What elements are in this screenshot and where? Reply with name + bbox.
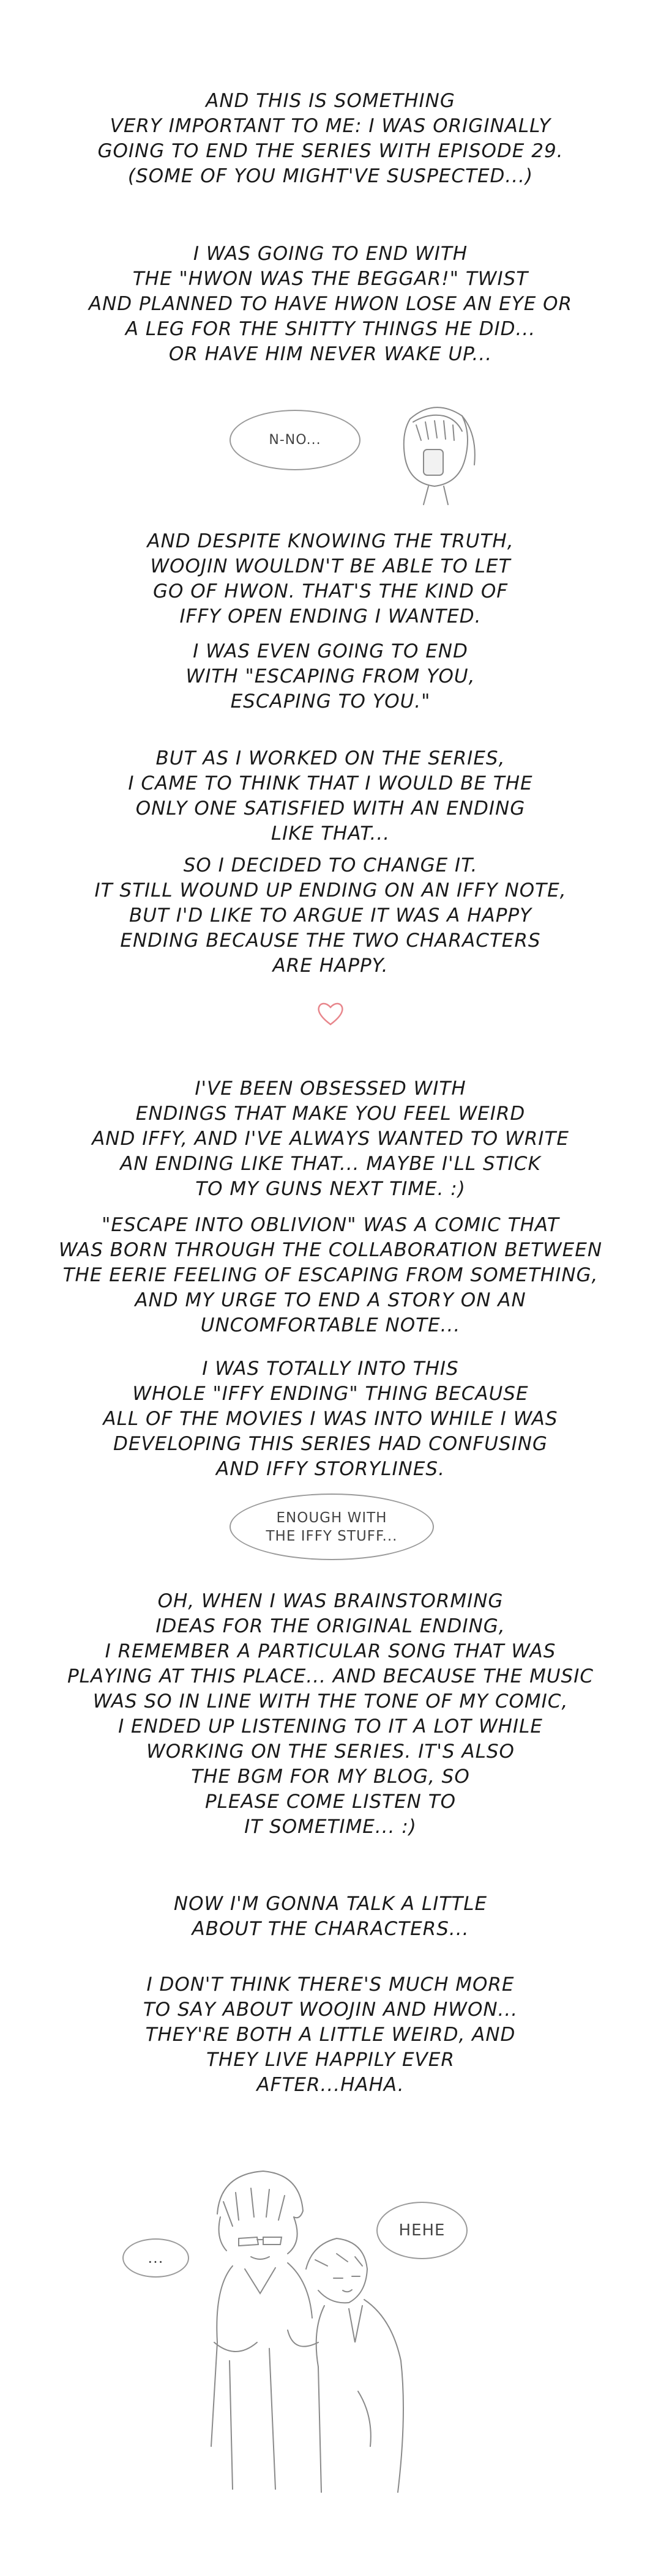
paragraph-changed-ending: SO I DECIDED TO CHANGE IT. IT STILL WOUND UP ENDING ON AN IFFY NOTE, BUT I'D LIKE TO ARGUE IT WAS A HAPPY ENDING BECAUSE THE TWO CHARACTERS ARE HAPPY. [94,854,567,977]
paragraph-characters: NOW I'M GONNA TALK A LITTLE ABOUT THE CHARACTERS... [173,1893,488,1940]
heart-icon [316,1000,345,1027]
paragraph-beggar-twist: I WAS GOING TO END WITH THE "HWON WAS THE BEGGAR!" TWIST AND PLANNED TO HAVE HWON LOSE AN EYE OR A LEG FOR THE SHITTY THINGS HE DID... OR HAVE HIM NEVER WAKE UP... [88,243,573,365]
speech-bubble-hehe: HEHE [376,2202,468,2259]
paragraph-open-ending: AND DESPITE KNOWING THE TRUTH, WOOJIN WOULDN'T BE ABLE TO LET GO OF HWON. THAT'S THE KIND OF IFFY OPEN ENDING I WANTED. [147,530,514,627]
paragraph-original-ending: AND THIS IS SOMETHING VERY IMPORTANT TO ME: I WAS ORIGINALLY GOING TO END THE SERIES WITH EPISODE 29. (SOME OF YOU MIGHT'VE SUSPECTED...) [97,90,564,187]
chibi-sketch [386,391,484,508]
paragraph-escaping: I WAS EVEN GOING TO END WITH "ESCAPING FROM YOU, ESCAPING TO YOU." [185,640,476,712]
speech-bubble-enough: ENOUGH WITH THE IFFY STUFF... [230,1493,434,1560]
paragraph-brainstorming: OH, WHEN I WAS BRAINSTORMING IDEAS FOR THE ORIGINAL ENDING, I REMEMBER A PARTICULAR SONG THAT WAS PLAYING AT THIS PLACE... AND BECAUSE THE MUSIC WAS SO IN LINE WITH THE TONE OF MY COMIC, I ENDED UP LISTENING TO IT A LOT WHILE WORKING ON THE SERIES. IT'S ALSO THE BGM FOR MY BLOG, SO PLEASE COME LISTEN TO IT SOMETIME... :) [67,1590,594,1838]
paragraph-obsessed-iffy: I'VE BEEN OBSESSED WITH ENDINGS THAT MAKE YOU FEEL WEIRD AND IFFY, AND I'VE ALWAYS WANTED TO WRITE AN ENDING LIKE THAT... MAYBE I'LL STICK TO MY GUNS NEXT TIME. :) [92,1078,569,1200]
speech-bubble-n-no: N-NO... [230,410,360,470]
paragraph-escape-into-oblivion: "ESCAPE INTO OBLIVION" WAS A COMIC THAT WAS BORN THROUGH THE COLLABORATION BETWEEN THE EERIE FEELING OF ESCAPING FROM SOMETHING, AND MY URGE TO END A STORY ON AN UNCOMFORTABLE NOTE... [58,1214,603,1336]
woojin-hwon-sketch [202,2159,459,2501]
paragraph-worked-on-series: BUT AS I WORKED ON THE SERIES, I CAME TO THINK THAT I WOULD BE THE ONLY ONE SATISFIED WITH AN ENDING LIKE THAT... [128,747,533,845]
paragraph-movies: I WAS TOTALLY INTO THIS WHOLE "IFFY ENDING" THING BECAUSE ALL OF THE MOVIES I WAS INTO WHILE I WAS DEVELOPING THIS SERIES HAD CONFUSING AND IFFY STORYLINES. [103,1358,558,1480]
speech-bubble-dots: ... [122,2238,189,2278]
paragraph-woojin-hwon: I DON'T THINK THERE'S MUCH MORE TO SAY ABOUT WOOJIN AND HWON... THEY'RE BOTH A LITTLE WEIRD, AND THEY LIVE HAPPILY EVER AFTER...HAHA. [143,1974,518,2096]
